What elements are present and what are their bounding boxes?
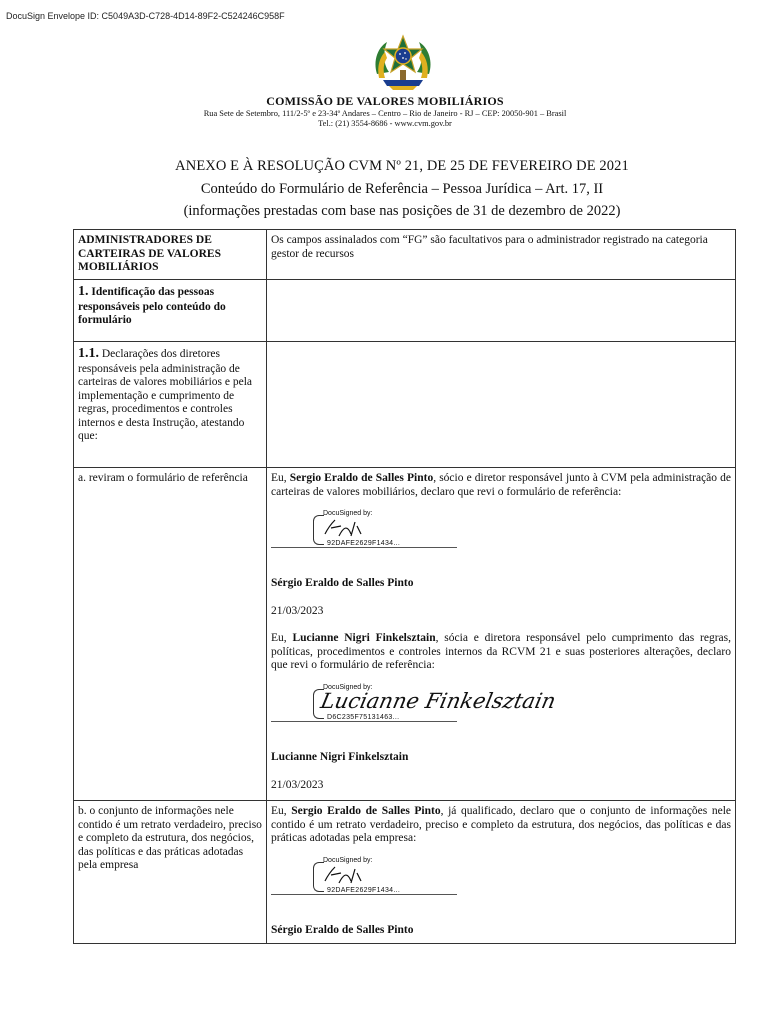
- declaration-text: Eu, Sergio Eraldo de Salles Pinto, sócio e diretor responsável junto à CVM pela administração de carteiras de valores mobiliários, declaro que revi o formulário de referência:: [271, 472, 731, 498]
- section-1-heading: [74, 280, 267, 342]
- organization-name: COMISSÃO DE VALORES MOBILIÁRIOS: [266, 94, 504, 108]
- form-table: [73, 229, 736, 944]
- section-1-1-heading: [74, 342, 267, 468]
- section-title: Identificação das pessoas responsáveis pelo conteúdo do formulário: [78, 286, 226, 327]
- docusign-label: DocuSigned by:: [323, 510, 373, 518]
- document-reference-date: (informações prestadas com base nas posições de 31 de dezembro de 2022): [183, 203, 621, 219]
- table-row: [74, 230, 736, 280]
- signature-date: 21/03/2023: [271, 778, 324, 791]
- handwritten-signature: Lucianne Finkelsztain: [318, 688, 558, 713]
- docusign-id: 92DAFE2629F1434...: [327, 540, 401, 548]
- empty-cell: [267, 342, 736, 468]
- item-b-declaration: [267, 801, 736, 944]
- docusign-label: DocuSigned by:: [323, 683, 373, 691]
- item-a-declarations: [267, 468, 736, 801]
- signer-name: Sérgio Eraldo de Salles Pinto: [271, 577, 414, 590]
- table-row: [74, 280, 736, 342]
- docusign-signature: [271, 683, 558, 737]
- item-b-label: b. o conjunto de informações nele contido é um retrato verdadeiro, preciso e completo da estrutura, dos negócios, das políticas e das práticas adotadas pela empresa: [74, 801, 267, 944]
- category-heading: ADMINISTRADORES DE CARTEIRAS DE VALORES MOBILIÁRIOS: [74, 230, 267, 280]
- item-a-label: a. reviram o formulário de referência: [74, 468, 267, 801]
- document-subtitle: Conteúdo do Formulário de Referência – Pessoa Jurídica – Art. 17, II: [200, 181, 604, 197]
- docusign-envelope-id: DocuSign Envelope ID: C5049A3D-C728-4D14-89F2-C524246C958F: [6, 11, 285, 21]
- address-line: Rua Sete de Setembro, 111/2-5º e 23-34º Andares – Centro – Rio de Janeiro - RJ – CEP: 20050-901 – Brasil: [203, 109, 567, 118]
- declarant-name: Lucianne Nigri Finkelsztain: [292, 632, 436, 645]
- docusign-label: DocuSigned by:: [323, 856, 373, 864]
- docusign-signature: [271, 509, 461, 563]
- section-title: Declarações dos diretores responsáveis pela administração de carteiras de valores mobiliários e pela implementação e cumprimento de regras, procedimentos e controles internos e desta Instrução, atestando que:: [78, 348, 253, 443]
- section-number: 1.: [78, 284, 89, 299]
- declaration-text: Eu, Sergio Eraldo de Salles Pinto, já qualificado, declaro que o conjunto de informações nele contido é um retrato verdadeiro, preciso e completo da estrutura, dos negócios, das políticas e das práticas adotadas pela empresa:: [271, 805, 732, 845]
- signature-date: 21/03/2023: [271, 604, 324, 617]
- table-row: [74, 342, 736, 468]
- document-title: ANEXO E À RESOLUÇÃO CVM Nº 21, DE 25 DE FEVEREIRO DE 2021: [175, 158, 629, 174]
- docusign-signature: [271, 856, 461, 910]
- optional-fields-note: Os campos assinalados com “FG” são facultativos para o administrador registrado na categoria gestor de recursos: [267, 230, 736, 280]
- signature-scribble-icon: [321, 863, 381, 887]
- signer-name: Lucianne Nigri Finkelsztain: [271, 750, 409, 763]
- table-row: [74, 801, 736, 944]
- signer-name: Sérgio Eraldo de Salles Pinto: [271, 923, 414, 936]
- docusign-id: D6C235F75131463...: [327, 713, 400, 721]
- table-row: [74, 468, 736, 801]
- coat-of-arms-icon: [369, 34, 437, 92]
- docusign-id: 92DAFE2629F1434...: [327, 886, 401, 894]
- empty-cell: [267, 280, 736, 342]
- contact-line: Tel.: (21) 3554-8686 - www.cvm.gov.br: [318, 119, 452, 128]
- declarant-name: Sergio Eraldo de Salles Pinto: [289, 472, 434, 484]
- section-number: 1.1.: [78, 346, 99, 361]
- declaration-text: Eu, Lucianne Nigri Finkelsztain, sócia e diretora responsável pelo cumprimento das regras, políticas, procedimentos e controles internos da RCVM 21 e suas posteriores alterações, declaro que revi o formulário de referência:: [271, 632, 731, 672]
- signature-scribble-icon: [321, 516, 381, 540]
- declarant-name: Sergio Eraldo de Salles Pinto: [291, 805, 441, 818]
